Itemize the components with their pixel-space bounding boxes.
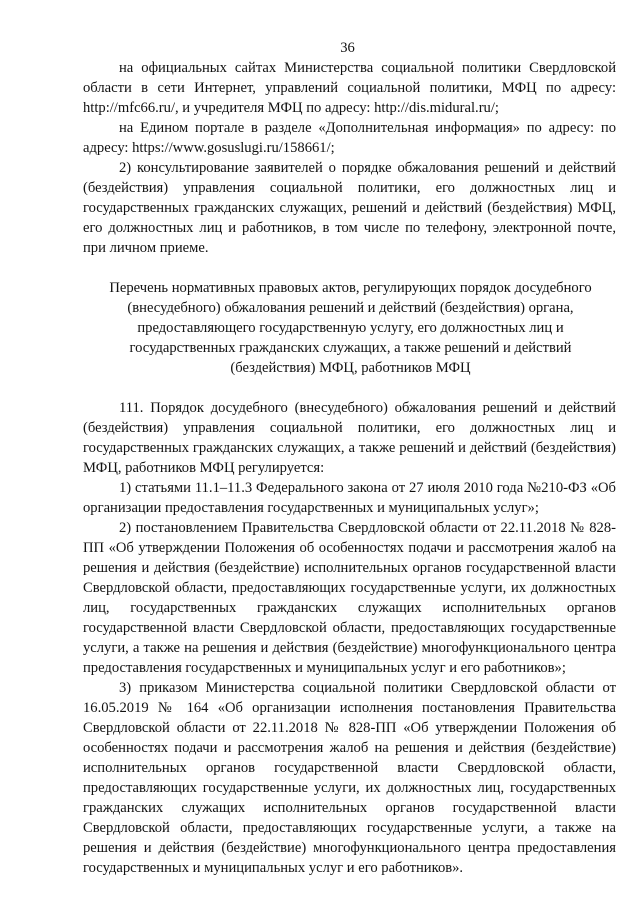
list-item-ministry-order: 3) приказом Министерства социальной политики Свердловской области от 16.05.2019 № 164 «Об организации исполнения постановления Правительства Свердловской области от 22.11.2018 № 828-ПП «Об утверждении Положения об особенностях подачи и рассмотрения жалоб на решения и действия (бездействие) исполнительных органов государственной власти Свердловской области, предоставляющих государственные услуги, их должностных лиц, государственных гражданских служащих исполнительных органов государственной власти Свердловской области, предоставляющих государственные услуги, а также на решения и действия (бездействие) многофункционального центра предоставления государственных и муниципальных услуг и его работников». — [83, 680, 616, 876]
paragraph-consulting: 2) консультирование заявителей о порядке обжалования решений и действий (бездействия) управления социальной политики, его должностных лиц и государственных гражданских служащих, решений и действий (бездействия) МФЦ, его должностных лиц и работников, в том числе по телефону, электронной почте, при личном приеме. — [83, 160, 616, 256]
page-number: 36 — [340, 40, 355, 56]
list-item-government-resolution: 2) постановлением Правительства Свердловской области от 22.11.2018 № 828-ПП «Об утверждении Положения об особенностях подачи и рассмотрения жалоб на решения и действия (бездействие) исполнительных органов государственной власти Свердловской области, предоставляющих государственные услуги, их должностных лиц, государственных гражданских служащих исполнительных органов государственной власти Свердловской области, предоставляющих государственные услуги, а также на решения и действия (бездействие) многофункционального центра предоставления государственных и муниципальных услуг и его работников»; — [83, 520, 616, 676]
paragraph-111: 111. Порядок досудебного (внесудебного) обжалования решений и действий (бездействия) управления социальной политики, его должностных лиц и государственных гражданских служащих, а также решений и действий (бездействия) МФЦ, работников МФЦ регулируется: — [83, 400, 616, 476]
spacer — [83, 378, 616, 398]
list-item-federal-law: 1) статьями 11.1–11.3 Федерального закона от 27 июля 2010 года №210-ФЗ «Об организации предоставления государственных и муниципальных услуг»; — [83, 480, 616, 516]
paragraph-official-sites: на официальных сайтах Министерства социальной политики Свердловской области в сети Интернет, управлений социальной политики, МФЦ по адресу: http://mfc66.ru/, и учредителя МФЦ по адресу: http://dis.midural.ru/; — [83, 60, 616, 116]
section-heading: Перечень нормативных правовых актов, регулирующих порядок досудебного (внесудебного) обжалования решений и действий (бездействия) органа, предоставляющего государственную услугу, его должностных лиц и государственных гражданских служащих, а также решений и действий (бездействия) МФЦ, работников МФЦ — [109, 280, 592, 376]
paragraph-unified-portal: на Едином портале в разделе «Дополнительная информация» по адресу: по адресу: https://www.gosuslugi.ru/158661/; — [83, 120, 616, 156]
spacer — [83, 258, 616, 278]
